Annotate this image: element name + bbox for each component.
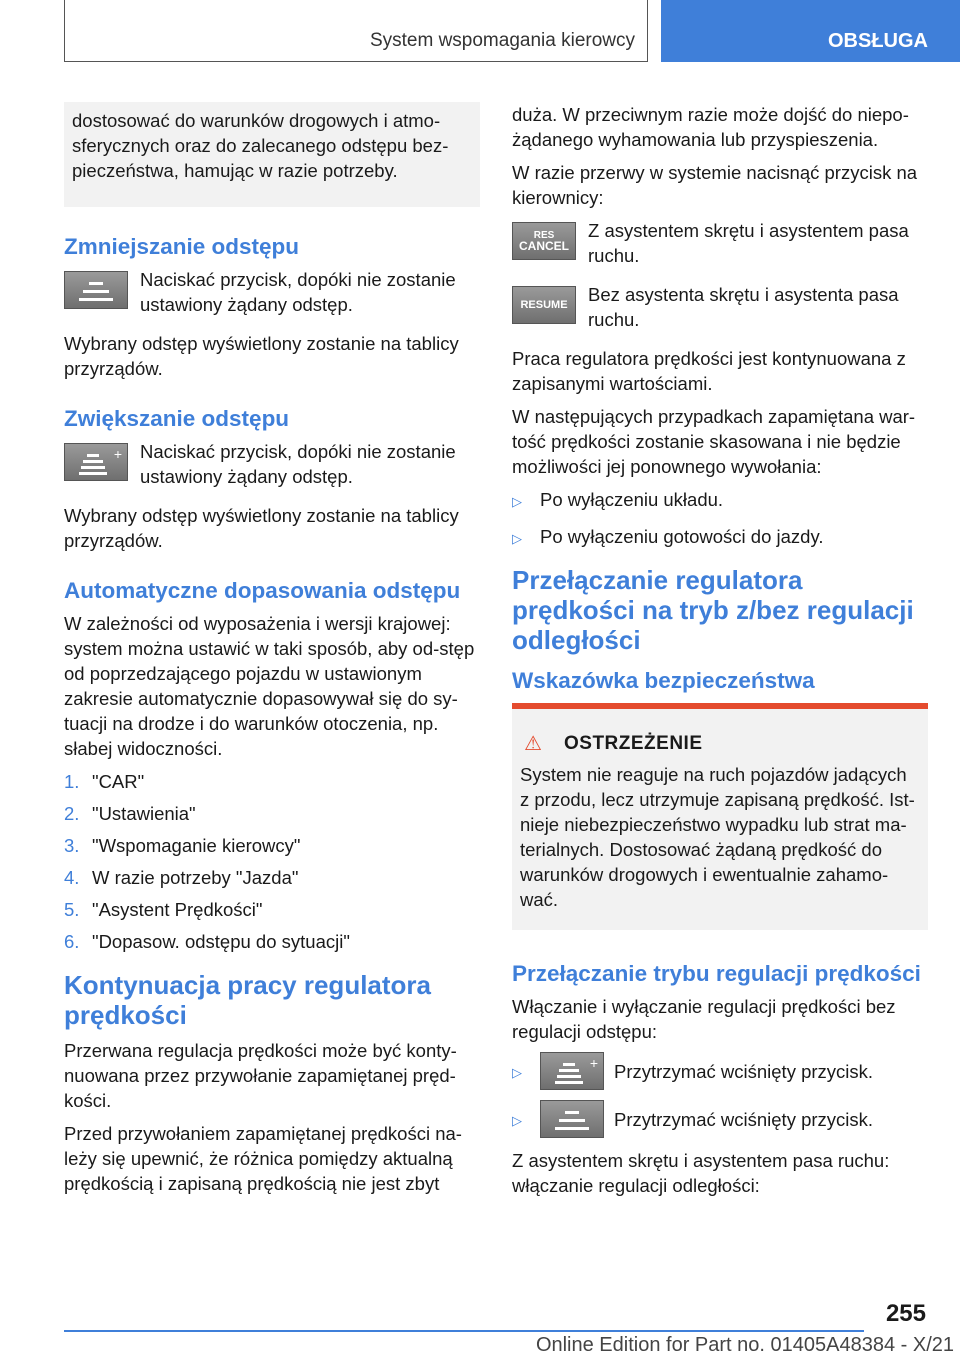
distance-decrease-button-icon xyxy=(64,271,128,309)
list-item: ▷ Po wyłączeniu układu. xyxy=(512,487,928,514)
page-number: 255 xyxy=(885,1300,926,1327)
plus-icon: + xyxy=(113,446,122,462)
warning-text: System nie reaguje na ruch pojazdów jadących z przodu, lecz utrzymuje zapisaną prędkość. Ist-nieje niebezpieczeństwo wypadku lub strat ma-terialnych. Dostosować żądaną prędkość do warunków drogowych i ewentualnie zahamo-wać. xyxy=(520,764,915,910)
increase-instruction: Naciskać przycisk, dopóki nie zostanie ustawiony żądany odstęp. xyxy=(140,441,456,487)
header-section-tab xyxy=(661,0,960,62)
mode-heading: Przełączanie trybu regulacji prędkości xyxy=(512,961,921,986)
distance-increase-button-icon xyxy=(64,443,128,481)
intro-text: dostosować do warunków drogowych i atmo-sferycznych oraz do zalecanego odstępu bez-pieczeństwa, hamując w razie potrzeby. xyxy=(72,110,449,181)
list-item: 5. "Asystent Prędkości" xyxy=(64,899,263,920)
resume-heading: Kontynuacja pracy regulatora prędkości xyxy=(64,970,431,1030)
intro-box xyxy=(64,102,480,207)
resume-button-icon: RESUME xyxy=(512,286,576,324)
resume-p1: Przerwana regulacja prędkości może być konty-nuowana przez przywołanie zapamiętanej pręd-kości. xyxy=(64,1040,457,1111)
triangle-bullet-icon: ▷ xyxy=(512,1064,522,1080)
distance-increase-button-icon: + xyxy=(540,1052,604,1090)
list-item: 3. "Wspomaganie kierowcy" xyxy=(64,835,301,856)
list-item: ▷ Po wyłączeniu gotowości do jazdy. xyxy=(512,524,928,551)
triangle-bullet-icon: ▷ xyxy=(512,494,522,509)
section-tab-label: OBSŁUGA xyxy=(828,30,928,52)
safety-heading: Wskazówka bezpieczeństwa xyxy=(512,668,815,693)
header-chapter-box xyxy=(64,0,648,62)
auto-steps-list xyxy=(64,769,480,954)
auto-heading: Automatyczne dopasowania odstępu xyxy=(64,578,461,603)
auto-text: W zależności od wyposażenia i wersji krajowej: system można ustawić w taki sposób, aby od-stęp od poprzedzającego pojazdu w ustawionym zakresie automatycznie dopasowywał się do sy-tuacji na drodze i do warunków otoczenia, np. słabej widoczności. xyxy=(64,613,475,759)
mode-text: Włączanie i wyłączanie regulacji prędkości bez regulacji odstępu: xyxy=(512,996,896,1042)
list-item: ▷ + Przytrzymać wciśnięty przycisk. xyxy=(512,1052,928,1090)
resume-text: Bez asystenta skrętu i asystenta pasa ruchu. xyxy=(588,284,899,330)
increase-heading: Zwiększanie odstępu xyxy=(64,406,290,431)
increase-row xyxy=(64,439,480,489)
res-cancel-row xyxy=(512,218,928,268)
right-p4: W następujących przypadkach zapamiętana war-tość prędkości zostanie skasowana i nie będzie możliwości jej ponownego wywołania: xyxy=(512,406,916,477)
res-cancel-button-icon: RES CANCEL xyxy=(512,222,576,260)
chapter-title: System wspomagania kierowcy xyxy=(369,30,635,51)
list-item: 6. "Dopasow. odstępu do sytuacji" xyxy=(64,931,350,952)
list-item: 2. "Ustawienia" xyxy=(64,803,196,824)
right-column xyxy=(512,102,928,1206)
triangle-bullet-icon: ▷ xyxy=(512,531,522,546)
distance-decrease-button-icon xyxy=(540,1100,604,1138)
decrease-after: Wybrany odstęp wyświetlony zostanie na tablicy przyrządów. xyxy=(64,333,459,379)
left-column xyxy=(64,102,480,1204)
resume-p2: Przed przywołaniem zapamiętanej prędkości na-leży się upewnić, że różnica pomiędzy aktualną prędkością i zapisaną prędkością nie jest zbyt xyxy=(64,1123,462,1194)
warning-title: OSTRZEŻENIE xyxy=(564,732,703,754)
res-cancel-text: Z asystentem skrętu i asystentem pasa ruchu. xyxy=(588,220,909,266)
decrease-heading: Zmniejszanie odstępu xyxy=(64,234,300,259)
increase-after: Wybrany odstęp wyświetlony zostanie na tablicy przyrządów. xyxy=(64,505,459,551)
right-p3: Praca regulatora prędkości jest kontynuowana z zapisanymi wartościami. xyxy=(512,348,906,394)
switch-heading: Przełączanie regulatora prędkości na tryb z/bez regulacji odległości xyxy=(512,565,914,655)
resume-row xyxy=(512,282,928,332)
right-p2: W razie przerwy w systemie nacisnąć przycisk na kierownicy: xyxy=(512,162,918,208)
decrease-instruction: Naciskać przycisk, dopóki nie zostanie ustawiony żądany odstęp. xyxy=(140,269,456,315)
warning-box xyxy=(512,703,928,930)
warning-triangle-icon: ⚠ xyxy=(524,733,542,755)
mode-list xyxy=(512,1052,928,1138)
last-text: Z asystentem skrętu i asystentem pasa ruchu: włączanie regulacji odległości: xyxy=(512,1150,890,1196)
edition-text: Online Edition for Part no. 01405A48384 - X/21 xyxy=(535,1334,954,1356)
decrease-row xyxy=(64,267,480,317)
triangle-bullet-icon: ▷ xyxy=(512,1112,522,1128)
reset-cases-list xyxy=(512,487,928,551)
right-p1: duża. W przeciwnym razie może dojść do niepo-żądanego wyhamowania lub przyspieszenia. xyxy=(512,104,909,150)
list-item: ▷ Przytrzymać wciśnięty przycisk. xyxy=(512,1100,928,1138)
list-item: 4. W razie potrzeby "Jazda" xyxy=(64,867,299,888)
list-item: 1. "CAR" xyxy=(64,771,145,792)
footer-divider xyxy=(64,1330,864,1332)
